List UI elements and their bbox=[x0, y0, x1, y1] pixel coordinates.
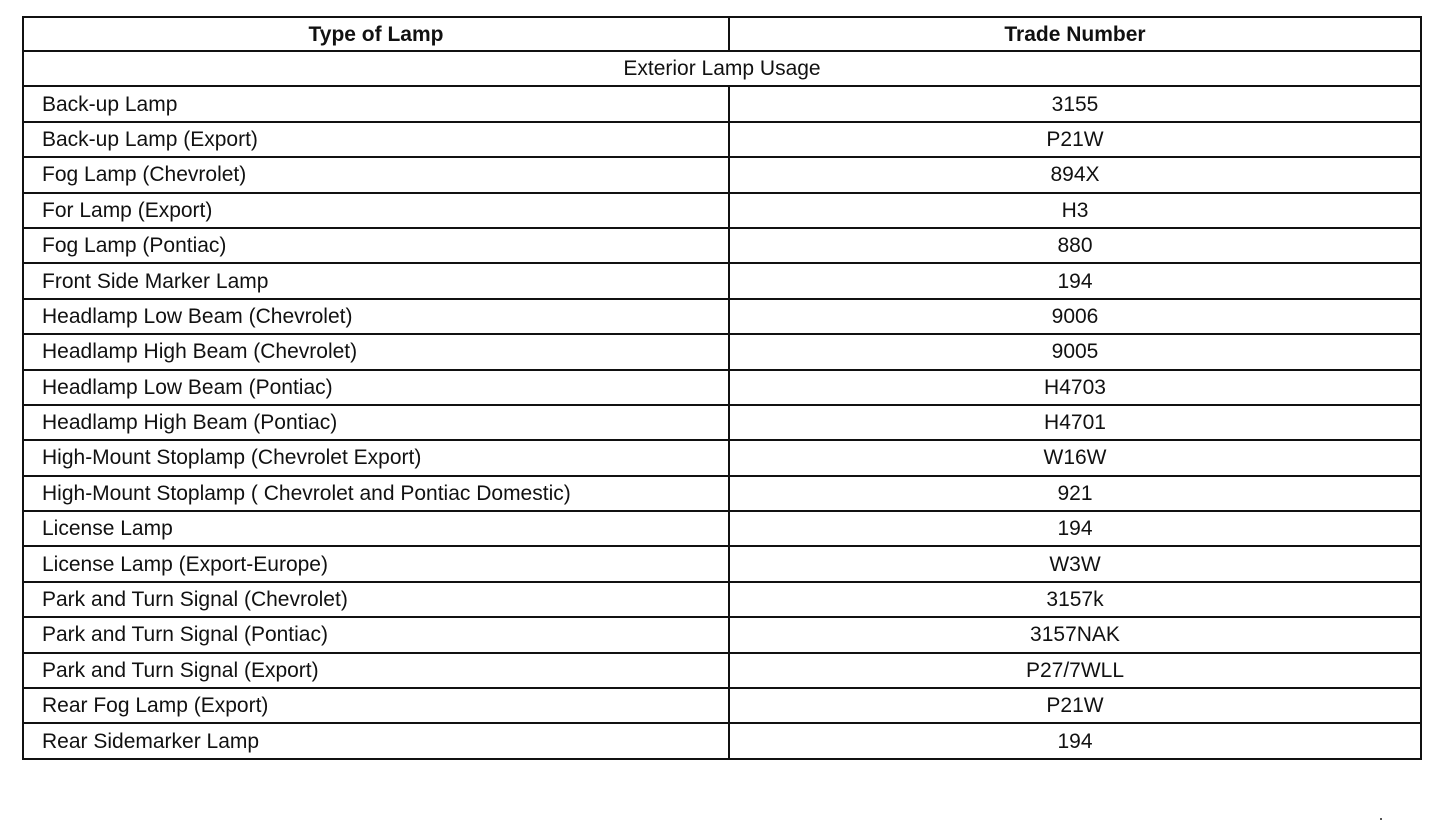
trade-number-cell: 3157k bbox=[729, 582, 1421, 617]
table-row bbox=[23, 299, 1421, 334]
trade-number-cell: 880 bbox=[729, 228, 1421, 263]
lamp-type-cell: Headlamp Low Beam (Pontiac) bbox=[23, 370, 729, 405]
table-row bbox=[23, 193, 1421, 228]
scan-speck bbox=[1380, 818, 1382, 820]
trade-number-cell: H3 bbox=[729, 193, 1421, 228]
trade-number-cell: H4701 bbox=[729, 405, 1421, 440]
table-row bbox=[23, 440, 1421, 475]
table-row bbox=[23, 370, 1421, 405]
table-row bbox=[23, 263, 1421, 298]
table-row bbox=[23, 334, 1421, 369]
table-row bbox=[23, 122, 1421, 157]
lamp-type-cell: Back-up Lamp bbox=[23, 86, 729, 121]
lamp-type-cell: Rear Sidemarker Lamp bbox=[23, 723, 729, 758]
lamp-type-cell: License Lamp bbox=[23, 511, 729, 546]
lamp-type-cell: Back-up Lamp (Export) bbox=[23, 122, 729, 157]
table-row bbox=[23, 546, 1421, 581]
trade-number-cell: W3W bbox=[729, 546, 1421, 581]
table-row bbox=[23, 511, 1421, 546]
column-header-type-of-lamp: Type of Lamp bbox=[23, 17, 729, 51]
trade-number-cell: H4703 bbox=[729, 370, 1421, 405]
trade-number-cell: P21W bbox=[729, 122, 1421, 157]
lamp-type-cell: Park and Turn Signal (Chevrolet) bbox=[23, 582, 729, 617]
lamp-type-cell: Headlamp High Beam (Pontiac) bbox=[23, 405, 729, 440]
table-row bbox=[23, 723, 1421, 758]
section-title-exterior-lamp-usage: Exterior Lamp Usage bbox=[23, 51, 1421, 86]
trade-number-cell: 194 bbox=[729, 723, 1421, 758]
trade-number-cell: 9006 bbox=[729, 299, 1421, 334]
table-row bbox=[23, 617, 1421, 652]
trade-number-cell: 921 bbox=[729, 476, 1421, 511]
lamp-type-cell: Rear Fog Lamp (Export) bbox=[23, 688, 729, 723]
lamp-type-cell: High-Mount Stoplamp ( Chevrolet and Pontiac Domestic) bbox=[23, 476, 729, 511]
column-header-trade-number: Trade Number bbox=[729, 17, 1421, 51]
trade-number-cell: 3157NAK bbox=[729, 617, 1421, 652]
lamp-type-cell: Park and Turn Signal (Pontiac) bbox=[23, 617, 729, 652]
trade-number-cell: P21W bbox=[729, 688, 1421, 723]
table-header bbox=[23, 17, 1421, 51]
table-row bbox=[23, 86, 1421, 121]
header-row bbox=[23, 17, 1421, 51]
lamp-type-cell: Headlamp High Beam (Chevrolet) bbox=[23, 334, 729, 369]
trade-number-cell: W16W bbox=[729, 440, 1421, 475]
lamp-type-cell: Front Side Marker Lamp bbox=[23, 263, 729, 298]
trade-number-cell: 194 bbox=[729, 511, 1421, 546]
table-row bbox=[23, 476, 1421, 511]
lamp-type-cell: Park and Turn Signal (Export) bbox=[23, 653, 729, 688]
lamp-type-cell: Fog Lamp (Chevrolet) bbox=[23, 157, 729, 192]
lamp-type-cell: Fog Lamp (Pontiac) bbox=[23, 228, 729, 263]
lamp-type-cell: Headlamp Low Beam (Chevrolet) bbox=[23, 299, 729, 334]
table-row bbox=[23, 582, 1421, 617]
lamp-usage-table bbox=[22, 16, 1422, 760]
trade-number-cell: 894X bbox=[729, 157, 1421, 192]
table-body bbox=[23, 51, 1421, 759]
lamp-type-cell: License Lamp (Export-Europe) bbox=[23, 546, 729, 581]
table-row bbox=[23, 228, 1421, 263]
table-row bbox=[23, 653, 1421, 688]
table-row bbox=[23, 688, 1421, 723]
lamp-type-cell: High-Mount Stoplamp (Chevrolet Export) bbox=[23, 440, 729, 475]
table-row bbox=[23, 405, 1421, 440]
trade-number-cell: 9005 bbox=[729, 334, 1421, 369]
trade-number-cell: P27/7WLL bbox=[729, 653, 1421, 688]
section-row bbox=[23, 51, 1421, 86]
table-row bbox=[23, 157, 1421, 192]
trade-number-cell: 3155 bbox=[729, 86, 1421, 121]
trade-number-cell: 194 bbox=[729, 263, 1421, 298]
lamp-type-cell: For Lamp (Export) bbox=[23, 193, 729, 228]
